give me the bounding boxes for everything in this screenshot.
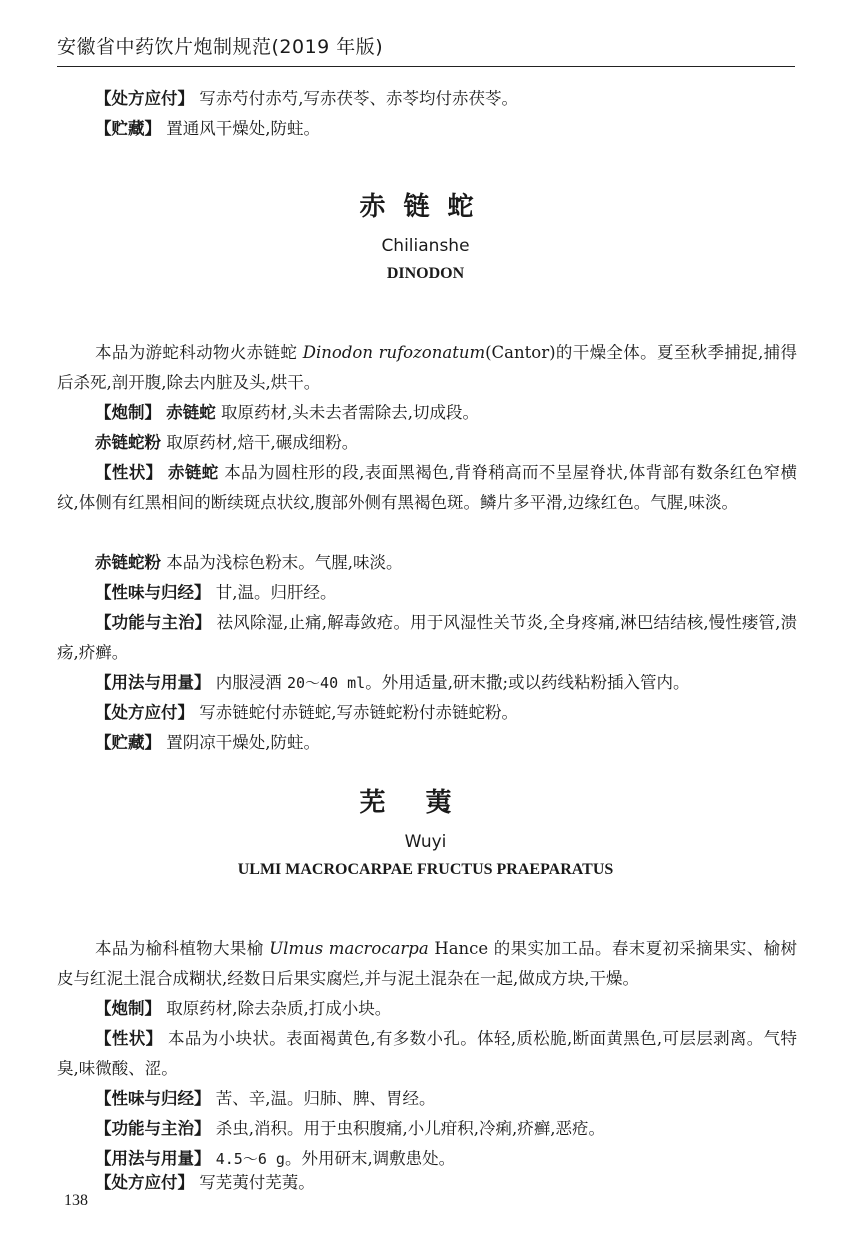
entry2-nature-tag: 【性味与归经】 <box>95 1089 211 1108</box>
entry1-pinyin: Chilianshe <box>381 236 470 256</box>
entry2-nature-paragraph <box>57 1084 797 1114</box>
entry1-character-tag: 【性状】 <box>95 463 163 482</box>
entry1-function-text: 祛风除湿,止痛,解毒敛疮。用于风湿性关节炎,全身疼痛,淋巴结结核,慢性瘘管,溃疡,疥癣。 <box>57 613 797 662</box>
page-number: 138 <box>64 1192 88 1209</box>
entry2-function-text: 杀虫,消积。用于虫积腹痛,小儿疳积,冷痢,疥癣,恶疮。 <box>215 1119 605 1138</box>
entry1-usage-a: 内服浸酒 <box>215 673 287 692</box>
entry2-nature-text: 苦、辛,温。归肺、脾、胃经。 <box>215 1089 436 1108</box>
entry1-prescription-paragraph <box>57 698 797 728</box>
entry1-latin-name: DINODON <box>386 265 465 282</box>
header-rule <box>57 66 795 67</box>
entry1-nature-text: 甘,温。归肝经。 <box>215 583 337 602</box>
entry1-usage-tag: 【用法与用量】 <box>95 673 211 692</box>
entry2-character-tag: 【性状】 <box>95 1029 163 1048</box>
entry2-title: 芜荑 <box>359 788 492 818</box>
running-header: 安徽省中药饮片炮制规范(2019 年版) <box>57 36 384 58</box>
entry1-processing-text2: 取原药材,焙干,碾成细粉。 <box>166 433 359 452</box>
entry2-processing-text: 取原药材,除去杂质,打成小块。 <box>166 999 392 1018</box>
entry1-intro-a: 本品为游蛇科动物火赤链蛇 <box>95 343 303 362</box>
entry2-intro-b: Hance 的果实加工品。春末夏初采摘果实、榆树皮与红泥土混合成糊状,经数日后果实腐烂,并与泥土混杂在一起,做成方块,干燥。 <box>57 939 797 988</box>
entry1-processing-sub1: 赤链蛇 <box>166 403 216 422</box>
prev-prescription-tag: 【处方应付】 <box>95 89 194 108</box>
entry2-intro-paragraph <box>57 934 797 994</box>
entry1-processing-tag: 【炮制】 <box>95 403 161 422</box>
entry2-usage-dose: 4.5～6 g <box>215 1150 285 1168</box>
entry2-prescription-paragraph <box>57 1168 797 1198</box>
entry2-prescription-text: 写芜荑付芜荑。 <box>199 1173 315 1192</box>
entry1-character-sub1: 赤链蛇 <box>168 463 219 482</box>
entry1-processing-paragraph-2 <box>57 428 797 458</box>
entry1-processing-paragraph <box>57 398 797 428</box>
prev-storage-paragraph <box>57 114 797 144</box>
entry1-character-paragraph-2 <box>57 548 797 578</box>
prev-prescription-paragraph <box>57 84 797 114</box>
entry1-character-paragraph <box>57 458 797 518</box>
entry1-nature-paragraph <box>57 578 797 608</box>
entry1-prescription-tag: 【处方应付】 <box>95 703 194 722</box>
entry1-character-text2: 本品为浅棕色粉末。气腥,味淡。 <box>166 553 403 572</box>
entry1-processing-text1: 取原药材,头未去者需除去,切成段。 <box>221 403 479 422</box>
entry2-latin-name: ULMI MACROCARPAE FRUCTUS PRAEPARATUS <box>237 861 614 878</box>
entry2-usage-b: 。外用研末,调敷患处。 <box>284 1149 456 1168</box>
prev-prescription-text: 写赤芍付赤芍,写赤茯苓、赤苓均付赤茯苓。 <box>199 89 518 108</box>
entry1-usage-paragraph <box>57 668 797 698</box>
entry2-intro-a: 本品为榆科植物大果榆 <box>95 939 270 958</box>
entry2-usage-tag: 【用法与用量】 <box>95 1149 211 1168</box>
entry1-processing-sub2: 赤链蛇粉 <box>95 433 161 452</box>
entry1-prescription-text: 写赤链蛇付赤链蛇,写赤链蛇粉付赤链蛇粉。 <box>199 703 518 722</box>
prev-storage-text: 置通风干燥处,防蛀。 <box>166 119 320 138</box>
entry1-function-tag: 【功能与主治】 <box>95 613 212 632</box>
entry1-storage-paragraph <box>57 728 797 758</box>
entry1-storage-tag: 【贮藏】 <box>95 733 161 752</box>
entry1-character-text1: 本品为圆柱形的段,表面黑褐色,背脊稍高而不呈屋脊状,体背部有数条红色窄横纹,体侧有红黑相间的断续斑点状纹,腹部外侧有黑褐色斑。鳞片多平滑,边缘红色。气腥,味淡。 <box>57 463 797 512</box>
entry2-processing-tag: 【炮制】 <box>95 999 161 1018</box>
entry1-intro-paragraph <box>57 338 797 398</box>
entry2-character-paragraph <box>57 1024 797 1084</box>
entry2-function-tag: 【功能与主治】 <box>95 1119 211 1138</box>
entry1-usage-b: 。外用适量,研末撒;或以药线粘粉插入管内。 <box>365 673 690 692</box>
entry1-function-paragraph <box>57 608 797 668</box>
entry1-nature-tag: 【性味与归经】 <box>95 583 211 602</box>
prev-storage-tag: 【贮藏】 <box>95 119 161 138</box>
entry2-pinyin: Wuyi <box>404 832 447 852</box>
entry2-intro-latin: Ulmus macrocarpa <box>269 939 429 958</box>
entry1-intro-b: (Cantor)的干燥全体。夏至秋季捕捉,捕得后杀死,剖开腹,除去内脏及头,烘干。 <box>57 343 798 392</box>
entry2-character-text: 本品为小块状。表面褐黄色,有多数小孔。体轻,质松脆,断面黄黑色,可层层剥离。气特臭,味微酸、涩。 <box>57 1029 798 1078</box>
entry2-function-paragraph <box>57 1114 797 1144</box>
entry1-intro-latin: Dinodon rufozonatum <box>302 343 486 362</box>
entry1-storage-text: 置阴凉干燥处,防蛀。 <box>166 733 320 752</box>
entry2-processing-paragraph <box>57 994 797 1024</box>
entry1-title: 赤链蛇 <box>359 192 492 222</box>
entry1-usage-dose: 20～40 ml <box>287 674 366 692</box>
entry1-character-sub2: 赤链蛇粉 <box>95 553 161 572</box>
entry2-prescription-tag: 【处方应付】 <box>95 1173 194 1192</box>
